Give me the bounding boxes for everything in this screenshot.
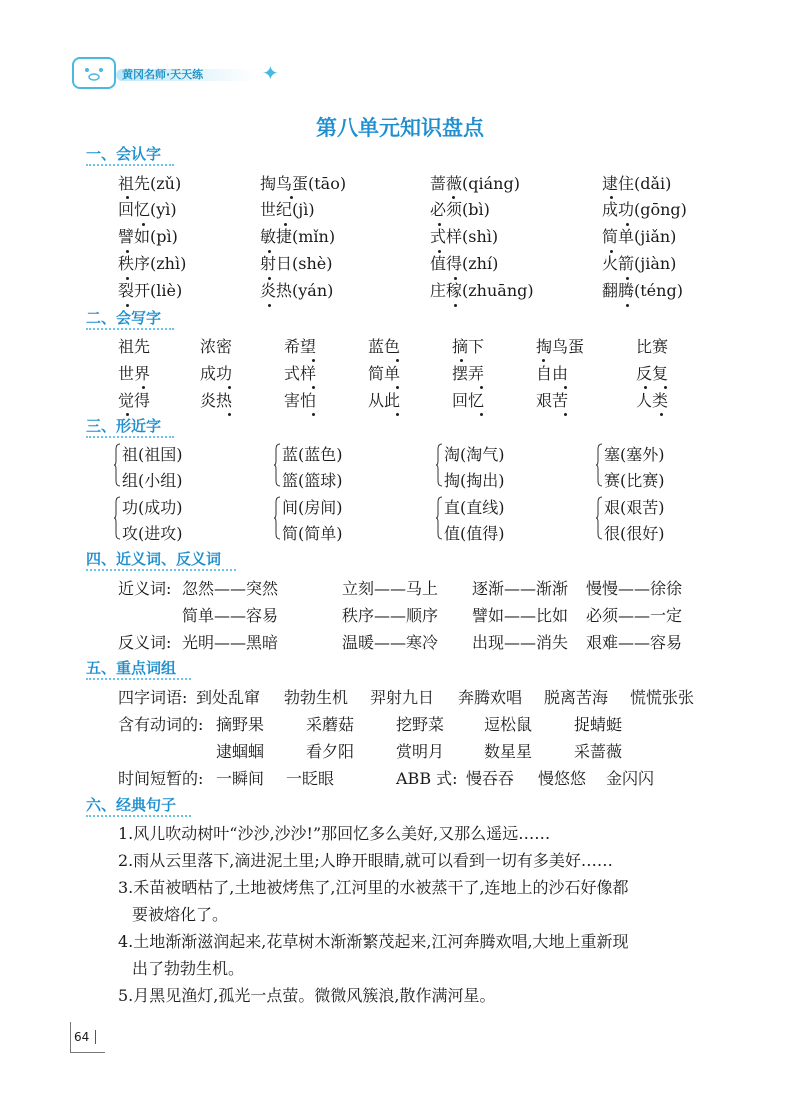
- emphasis-dot: [610, 196, 613, 199]
- emphasis-dot: [126, 250, 129, 253]
- word-cell: 反复: [636, 364, 669, 383]
- brace-icon: [114, 443, 121, 487]
- emphasis-dot: [454, 277, 457, 280]
- phrase: 羿射九日: [370, 688, 435, 707]
- word-cell: 浓密: [200, 337, 233, 356]
- word-cell: 譬如(pì): [118, 227, 178, 246]
- word-cell: 世界: [118, 364, 151, 383]
- similar-char: 很(很好): [604, 524, 665, 543]
- word-pair: 必须——一定: [586, 606, 683, 625]
- phrase: 金闪闪: [606, 769, 655, 788]
- section-heading-5: 五、重点词组: [86, 659, 177, 677]
- emphasis-dot: [284, 223, 287, 226]
- similar-char: 直(直线): [444, 498, 505, 517]
- phrase: 赏明月: [396, 742, 445, 761]
- word-cell: 逮住(dǎi): [602, 174, 672, 193]
- section-heading-2: 二、会写字: [86, 309, 162, 327]
- emphasis-dot: [268, 304, 271, 307]
- emphasis-dot: [268, 250, 271, 253]
- emphasis-dot: [438, 223, 441, 226]
- word-cell: 敏捷(mǐn): [260, 227, 336, 246]
- sentence: 5.月黑见渔灯,孤光一点萤。微微风簇浪,散作满河星。: [118, 986, 496, 1005]
- phrase-label: 含有动词的:: [118, 715, 204, 734]
- phrase: 捉蜻蜓: [574, 715, 623, 734]
- phrase: 慌慌张张: [630, 688, 695, 707]
- word-cell: 害怕: [284, 391, 317, 410]
- phrase: 脱离苦海: [544, 688, 609, 707]
- word-cell: 必须(bì): [430, 200, 490, 219]
- emphasis-dot: [480, 386, 483, 389]
- sentence-continued: 出了勃勃生机。: [132, 959, 245, 978]
- section-underline: [86, 164, 174, 166]
- word-cell: 蔷薇(qiáng): [430, 174, 520, 193]
- word-cell: 希望: [284, 337, 317, 356]
- word-pair: 艰难——容易: [586, 633, 683, 652]
- emphasis-dot: [290, 196, 293, 199]
- word-pair: 温暖——寒冷: [342, 633, 439, 652]
- emphasis-dot: [480, 413, 483, 416]
- brand-logo: [72, 55, 279, 95]
- word-cell: 射日(shè): [260, 254, 333, 273]
- brace-icon: [436, 443, 443, 487]
- similar-char: 间(房间): [282, 498, 343, 517]
- brace-icon: [274, 443, 281, 487]
- sentence: 1.风儿吹动树叶“沙沙,沙沙!”那回忆多么美好,又那么遥远……: [118, 824, 551, 843]
- emphasis-dot: [268, 277, 271, 280]
- phrase: 挖野菜: [396, 715, 445, 734]
- word-cell: 从此: [368, 391, 401, 410]
- word-cell: 式样(shì): [430, 227, 499, 246]
- word-cell: 掏鸟蛋: [536, 337, 585, 356]
- similar-char: 掏(掏出): [444, 471, 505, 490]
- word-cell: 裂开(liè): [118, 281, 183, 300]
- similar-char: 值(值得): [444, 524, 505, 543]
- page-title: 第八单元知识盘点: [316, 116, 484, 140]
- section-underline: [86, 569, 236, 571]
- word-cell: 秩序(zhì): [118, 254, 187, 273]
- word-pair: 立刻——马上: [342, 579, 439, 598]
- similar-char: 简(简单): [282, 524, 343, 543]
- word-cell: 翻腾(téng): [602, 281, 683, 300]
- phrase: 逮蝈蝈: [216, 742, 265, 761]
- emphasis-dot: [142, 386, 145, 389]
- section-heading-1: 一、会认字: [86, 145, 162, 163]
- phrase-label: 四字词语:: [118, 688, 188, 707]
- emphasis-dot: [564, 386, 567, 389]
- phrase: 摘野果: [216, 715, 265, 734]
- phrase: 采蔷薇: [574, 742, 623, 761]
- emphasis-dot: [126, 277, 129, 280]
- word-cell: 摆弄: [452, 364, 485, 383]
- emphasis-dot: [228, 386, 231, 389]
- section-underline: [86, 436, 174, 438]
- emphasis-dot: [610, 250, 613, 253]
- emphasis-dot: [644, 386, 647, 389]
- emphasis-dot: [312, 413, 315, 416]
- sentence: 3.禾苗被晒枯了,土地被烤焦了,江河里的水被蒸干了,连地上的沙石好像都: [118, 878, 629, 897]
- similar-char: 赛(比赛): [604, 471, 665, 490]
- word-cell: 庄稼(zhuāng): [430, 281, 534, 300]
- word-pair: 光明——黑暗: [182, 633, 279, 652]
- word-cell: 蓝色: [368, 337, 401, 356]
- brace-icon: [114, 496, 121, 540]
- star-icon: ✦: [262, 61, 279, 85]
- word-cell: 人类: [636, 391, 669, 410]
- word-cell: 成功: [200, 364, 233, 383]
- word-cell: 成功(gōng): [602, 200, 687, 219]
- word-cell: 世纪(jì): [260, 200, 315, 219]
- emphasis-dot: [542, 359, 545, 362]
- word-cell: 掏鸟蛋(tāo): [260, 174, 347, 193]
- sentence-continued: 要被熔化了。: [132, 905, 229, 924]
- word-cell: 艰苦: [536, 391, 569, 410]
- brace-icon: [596, 496, 603, 540]
- emphasis-dot: [142, 223, 145, 226]
- similar-char: 篮(篮球): [282, 471, 343, 490]
- emphasis-dot: [452, 196, 455, 199]
- phrase: 看夕阳: [306, 742, 355, 761]
- emphasis-dot: [460, 359, 463, 362]
- word-cell: 回忆: [452, 391, 485, 410]
- sentence: 2.雨从云里落下,滴进泥土里;人睁开眼睛,就可以看到一切有多美好……: [118, 851, 613, 870]
- word-pair: 出现——消失: [472, 633, 569, 652]
- similar-char: 功(成功): [122, 498, 183, 517]
- similar-char: 艰(艰苦): [604, 498, 665, 517]
- word-cell: 回忆(yì): [118, 200, 177, 219]
- word-cell: 自由: [536, 364, 569, 383]
- emphasis-dot: [312, 359, 315, 362]
- phrase-label: 时间短暂的:: [118, 769, 204, 788]
- phrase: 一眨眼: [286, 769, 335, 788]
- emphasis-dot: [626, 277, 629, 280]
- emphasis-dot: [664, 386, 667, 389]
- section-heading-3: 三、形近字: [86, 417, 162, 435]
- word-pair: 譬如——比如: [472, 606, 569, 625]
- word-cell: 祖先(zǔ): [118, 174, 182, 193]
- section-underline: [86, 678, 191, 680]
- phrase-label: ABB 式:: [396, 769, 458, 788]
- phrase: 奔腾欢唱: [458, 688, 523, 707]
- phrase: 勃勃生机: [284, 688, 349, 707]
- similar-char: 淘(淘气): [444, 445, 505, 464]
- phrase: 数星星: [484, 742, 533, 761]
- phrase: 采蘑菇: [306, 715, 355, 734]
- emphasis-dot: [438, 250, 441, 253]
- emphasis-dot: [454, 304, 457, 307]
- emphasis-dot: [564, 413, 567, 416]
- word-cell: 炎热(yán): [260, 281, 334, 300]
- word-cell: 简单(jiǎn): [602, 227, 677, 246]
- phrase: 逗松鼠: [484, 715, 533, 734]
- word-cell: 简单: [368, 364, 401, 383]
- word-cell: 祖先: [118, 337, 151, 356]
- word-pair: 秩序——顺序: [342, 606, 439, 625]
- section-heading-6: 六、经典句子: [86, 796, 177, 814]
- phrase: 慢吞吞: [466, 769, 515, 788]
- similar-char: 塞(塞外): [604, 445, 665, 464]
- similar-char: 祖(祖国): [122, 445, 183, 464]
- emphasis-dot: [228, 413, 231, 416]
- word-pair: 忽然——突然: [182, 579, 279, 598]
- emphasis-dot: [126, 304, 129, 307]
- word-pair: 慢慢——徐徐: [586, 579, 683, 598]
- bear-logo-icon: [72, 57, 116, 89]
- brand-text: 黄冈名师·天天练: [122, 68, 204, 81]
- word-cell: 炎热: [200, 391, 233, 410]
- section-heading-4: 四、近义词、反义词: [86, 550, 222, 568]
- antonym-label: 反义词:: [118, 633, 172, 652]
- word-cell: 值得(zhí): [430, 254, 499, 273]
- word-cell: 摘下: [452, 337, 485, 356]
- word-cell: 火箭(jiàn): [602, 254, 677, 273]
- emphasis-dot: [626, 304, 629, 307]
- brace-icon: [274, 496, 281, 540]
- word-cell: 比赛: [636, 337, 669, 356]
- emphasis-dot: [396, 386, 399, 389]
- phrase: 慢悠悠: [538, 769, 587, 788]
- section-underline: [86, 328, 174, 330]
- word-pair: 简单——容易: [182, 606, 279, 625]
- sentence: 4.土地渐渐滋润起来,花草树木渐渐繁茂起来,江河奔腾欢唱,大地上重新现: [118, 932, 629, 951]
- phrase: 到处乱窜: [196, 688, 261, 707]
- emphasis-dot: [396, 413, 399, 416]
- phrase: 一瞬间: [216, 769, 265, 788]
- brace-icon: [596, 443, 603, 487]
- emphasis-dot: [396, 359, 399, 362]
- emphasis-dot: [312, 386, 315, 389]
- word-cell: 式样: [284, 364, 317, 383]
- emphasis-dot: [126, 196, 129, 199]
- page-number: 64: [74, 1030, 96, 1044]
- brace-icon: [436, 496, 443, 540]
- section-underline: [86, 815, 191, 817]
- emphasis-dot: [626, 223, 629, 226]
- synonym-label: 近义词:: [118, 579, 172, 598]
- similar-char: 蓝(蓝色): [282, 445, 343, 464]
- word-pair: 逐渐——渐渐: [472, 579, 569, 598]
- similar-char: 攻(进攻): [122, 524, 183, 543]
- emphasis-dot: [660, 413, 663, 416]
- word-cell: 觉得: [118, 391, 151, 410]
- similar-char: 组(小组): [122, 471, 183, 490]
